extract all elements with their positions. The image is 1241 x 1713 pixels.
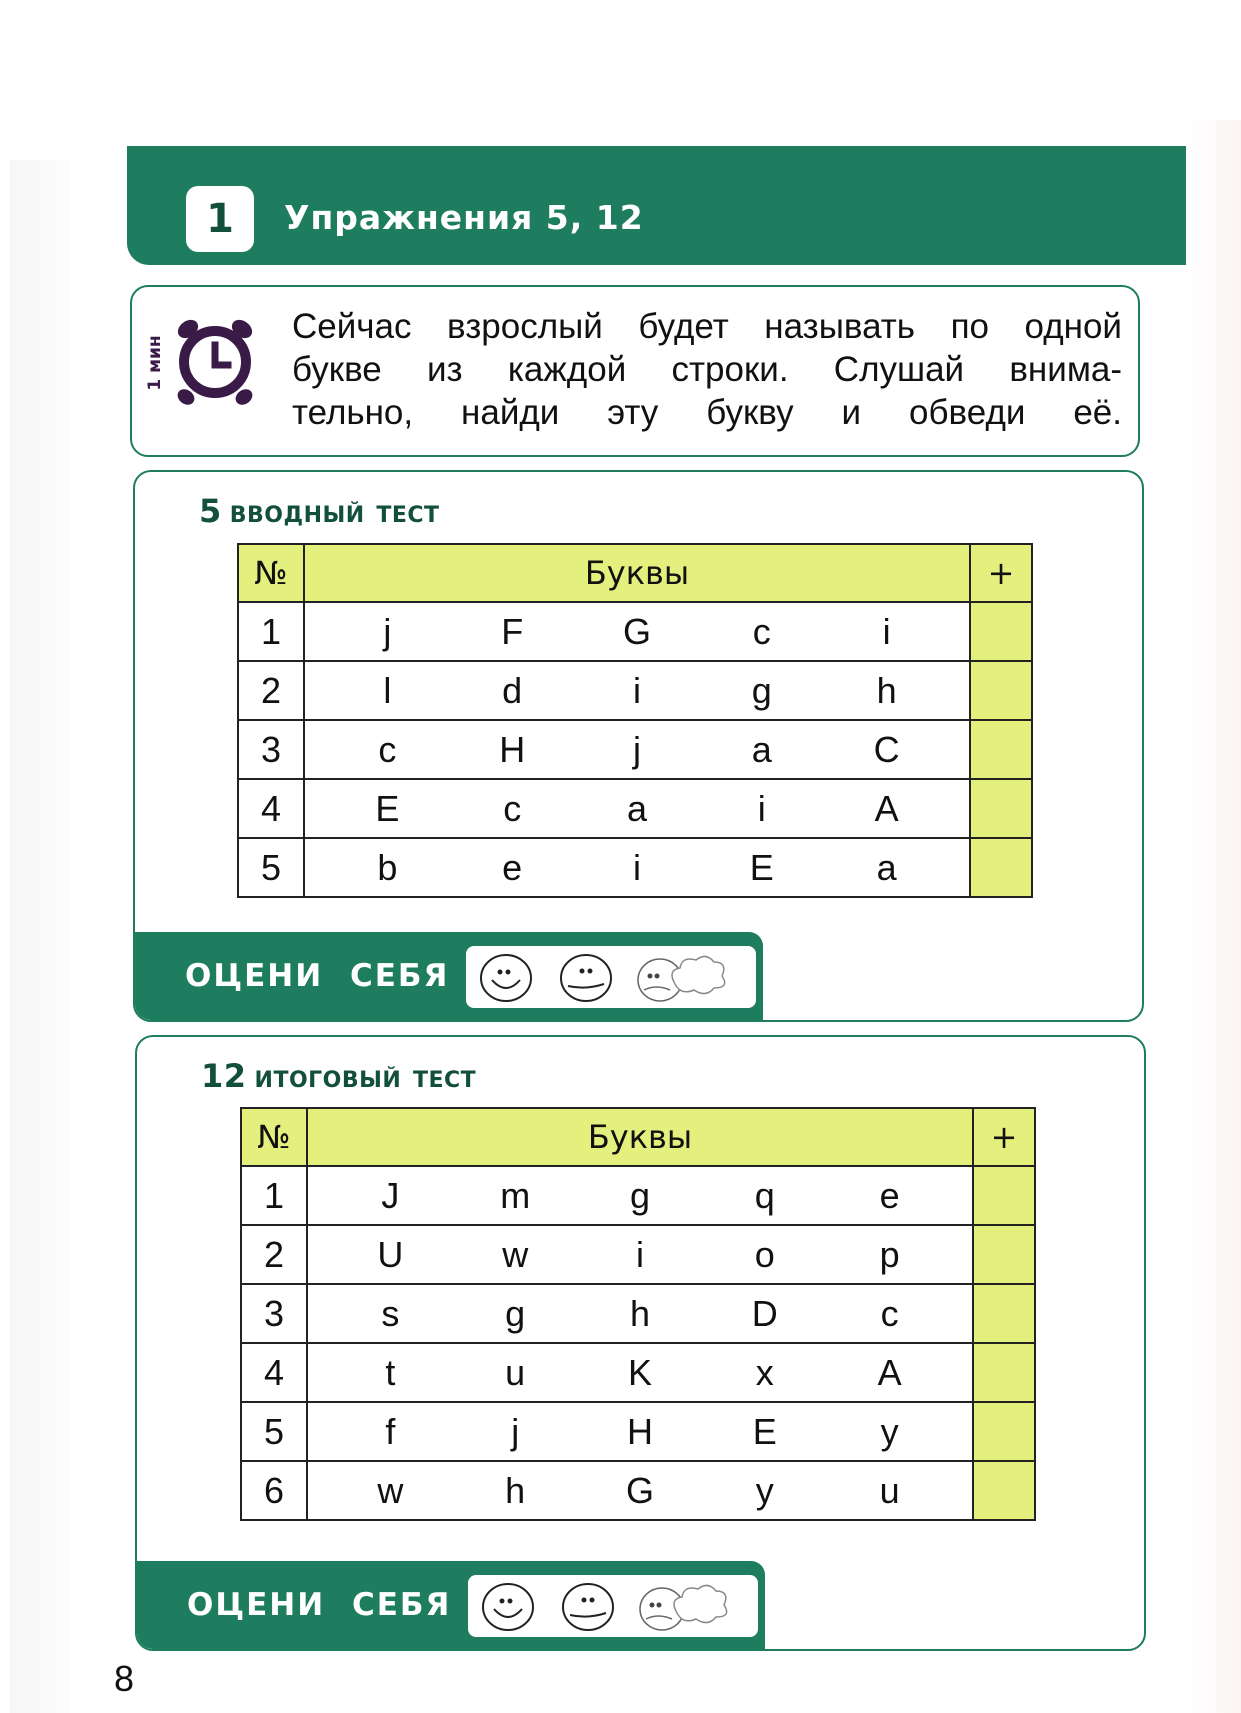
instruction-line: букве из каждой строки. Слушай внима-: [292, 350, 1122, 389]
letter[interactable]: w: [502, 1233, 529, 1275]
neutral-face-icon[interactable]: [560, 1581, 616, 1633]
letter[interactable]: i: [882, 610, 891, 652]
letter[interactable]: w: [377, 1469, 404, 1511]
happy-face-icon[interactable]: [480, 1581, 536, 1633]
table-row: [241, 1343, 1035, 1402]
score-cell[interactable]: [970, 779, 1032, 838]
letter[interactable]: i: [632, 669, 641, 711]
score-cell[interactable]: [973, 1225, 1035, 1284]
row-number: 4: [238, 779, 304, 838]
letter[interactable]: m: [500, 1174, 531, 1216]
table-header-row: [241, 1108, 1035, 1166]
table-header-row: [238, 544, 1032, 602]
letter[interactable]: c: [378, 728, 397, 770]
letter[interactable]: c: [880, 1292, 899, 1334]
timer-label: [140, 313, 170, 413]
score-cell[interactable]: [973, 1166, 1035, 1225]
self-rating-label: ОЦЕНИ СЕБЯ: [185, 958, 450, 994]
page-edge-shadow: [10, 160, 70, 1713]
letter[interactable]: c: [503, 787, 522, 829]
letter[interactable]: x: [755, 1351, 774, 1393]
instruction-box: [130, 285, 1140, 457]
letter[interactable]: l: [383, 669, 392, 711]
header-number: №: [241, 1108, 307, 1166]
letter[interactable]: i: [635, 1233, 644, 1275]
letter[interactable]: p: [879, 1233, 900, 1275]
header-number: №: [238, 544, 304, 602]
table-row: [241, 1461, 1035, 1520]
header-plus: +: [970, 544, 1032, 602]
letter[interactable]: U: [377, 1233, 404, 1275]
section-final-test: [135, 1035, 1146, 1651]
table-row: [238, 720, 1032, 779]
table-row: [238, 602, 1032, 661]
table-row: [241, 1166, 1035, 1225]
letter[interactable]: s: [381, 1292, 400, 1334]
letter[interactable]: G: [622, 610, 651, 652]
score-cell[interactable]: [970, 602, 1032, 661]
letter[interactable]: u: [879, 1469, 900, 1511]
self-rating-faces: [466, 946, 756, 1008]
letter[interactable]: c: [752, 610, 771, 652]
row-number: 1: [241, 1166, 307, 1225]
self-rating-bar: [135, 1561, 765, 1649]
section-title: [199, 492, 440, 530]
letter[interactable]: j: [632, 728, 641, 770]
letter[interactable]: J: [381, 1174, 400, 1216]
row-number: 3: [241, 1284, 307, 1343]
exercise-number-badge: 1: [186, 186, 254, 252]
section-intro-test: [133, 470, 1144, 1022]
letter[interactable]: h: [505, 1469, 526, 1511]
page-edge-shadow-right: [1191, 120, 1241, 1713]
letter[interactable]: d: [502, 669, 523, 711]
letter[interactable]: y: [880, 1410, 899, 1452]
letter[interactable]: a: [876, 846, 897, 888]
header-letters: Буквы: [307, 1108, 973, 1166]
alarm-clock-icon: [172, 315, 258, 405]
letter[interactable]: e: [879, 1174, 900, 1216]
table-row: [241, 1284, 1035, 1343]
letter[interactable]: b: [377, 846, 398, 888]
sad-face-icon[interactable]: [634, 952, 744, 1004]
letter[interactable]: A: [874, 787, 899, 829]
row-number: 5: [238, 838, 304, 897]
row-number: 5: [241, 1402, 307, 1461]
score-cell[interactable]: [973, 1343, 1035, 1402]
table-row: [238, 838, 1032, 897]
score-cell[interactable]: [970, 838, 1032, 897]
letter[interactable]: H: [626, 1410, 653, 1452]
letter[interactable]: E: [375, 787, 400, 829]
happy-face-icon[interactable]: [478, 952, 534, 1004]
letters-table: [240, 1107, 1036, 1521]
letter[interactable]: F: [501, 610, 524, 652]
letter[interactable]: G: [625, 1469, 654, 1511]
header-plus: +: [973, 1108, 1035, 1166]
score-cell[interactable]: [970, 720, 1032, 779]
instruction-line: тельно, найди эту букву и обведи её.: [292, 393, 1122, 432]
letter[interactable]: o: [754, 1233, 775, 1275]
letter[interactable]: j: [511, 1410, 520, 1452]
self-rating-faces: [468, 1575, 758, 1637]
sad-face-icon[interactable]: [636, 1581, 746, 1633]
letter[interactable]: g: [751, 669, 772, 711]
letter[interactable]: g: [629, 1174, 650, 1216]
table-row: [241, 1402, 1035, 1461]
letter[interactable]: E: [749, 846, 774, 888]
score-cell[interactable]: [973, 1402, 1035, 1461]
section-number: 5: [199, 492, 222, 530]
section-title: [201, 1057, 476, 1095]
self-rating-label: ОЦЕНИ СЕБЯ: [187, 1587, 452, 1623]
letter[interactable]: A: [877, 1351, 902, 1393]
row-number: 2: [241, 1225, 307, 1284]
section-number: 12: [201, 1057, 247, 1095]
letter[interactable]: q: [754, 1174, 775, 1216]
letter[interactable]: a: [626, 787, 647, 829]
section-title-text: вводный тест: [229, 492, 440, 530]
row-number: 6: [241, 1461, 307, 1520]
letter[interactable]: g: [505, 1292, 526, 1334]
row-number: 1: [238, 602, 304, 661]
letter[interactable]: E: [752, 1410, 777, 1452]
table-row: [238, 661, 1032, 720]
header-letters: Буквы: [304, 544, 970, 602]
letter[interactable]: e: [502, 846, 523, 888]
letter[interactable]: h: [876, 669, 897, 711]
score-cell[interactable]: [970, 661, 1032, 720]
section-title-text: итоговый тест: [254, 1057, 477, 1095]
neutral-face-icon[interactable]: [558, 952, 614, 1004]
letter[interactable]: K: [627, 1351, 652, 1393]
letter[interactable]: C: [873, 728, 900, 770]
letter[interactable]: j: [383, 610, 392, 652]
letter[interactable]: H: [499, 728, 526, 770]
letter[interactable]: y: [755, 1469, 774, 1511]
instruction-line: Сейчас взрослый будет называть по одной: [292, 307, 1122, 346]
row-number: 2: [238, 661, 304, 720]
instruction-text: [292, 305, 1122, 434]
score-cell[interactable]: [973, 1461, 1035, 1520]
letter[interactable]: D: [751, 1292, 778, 1334]
letter[interactable]: u: [505, 1351, 526, 1393]
table-row: [241, 1225, 1035, 1284]
letter[interactable]: i: [632, 846, 641, 888]
letters-table: [237, 543, 1033, 898]
exercise-title: Упражнения 5, 12: [284, 198, 644, 237]
letter[interactable]: i: [757, 787, 766, 829]
timer-label-text: 1 мин: [145, 335, 165, 391]
row-number: 4: [241, 1343, 307, 1402]
score-cell[interactable]: [973, 1284, 1035, 1343]
exercise-header: [127, 146, 1186, 265]
self-rating-bar: [133, 932, 763, 1020]
letter[interactable]: a: [751, 728, 772, 770]
letter[interactable]: f: [385, 1410, 396, 1452]
letter[interactable]: t: [385, 1351, 396, 1393]
page-number: 8: [114, 1658, 135, 1699]
table-row: [238, 779, 1032, 838]
row-number: 3: [238, 720, 304, 779]
letter[interactable]: h: [629, 1292, 650, 1334]
